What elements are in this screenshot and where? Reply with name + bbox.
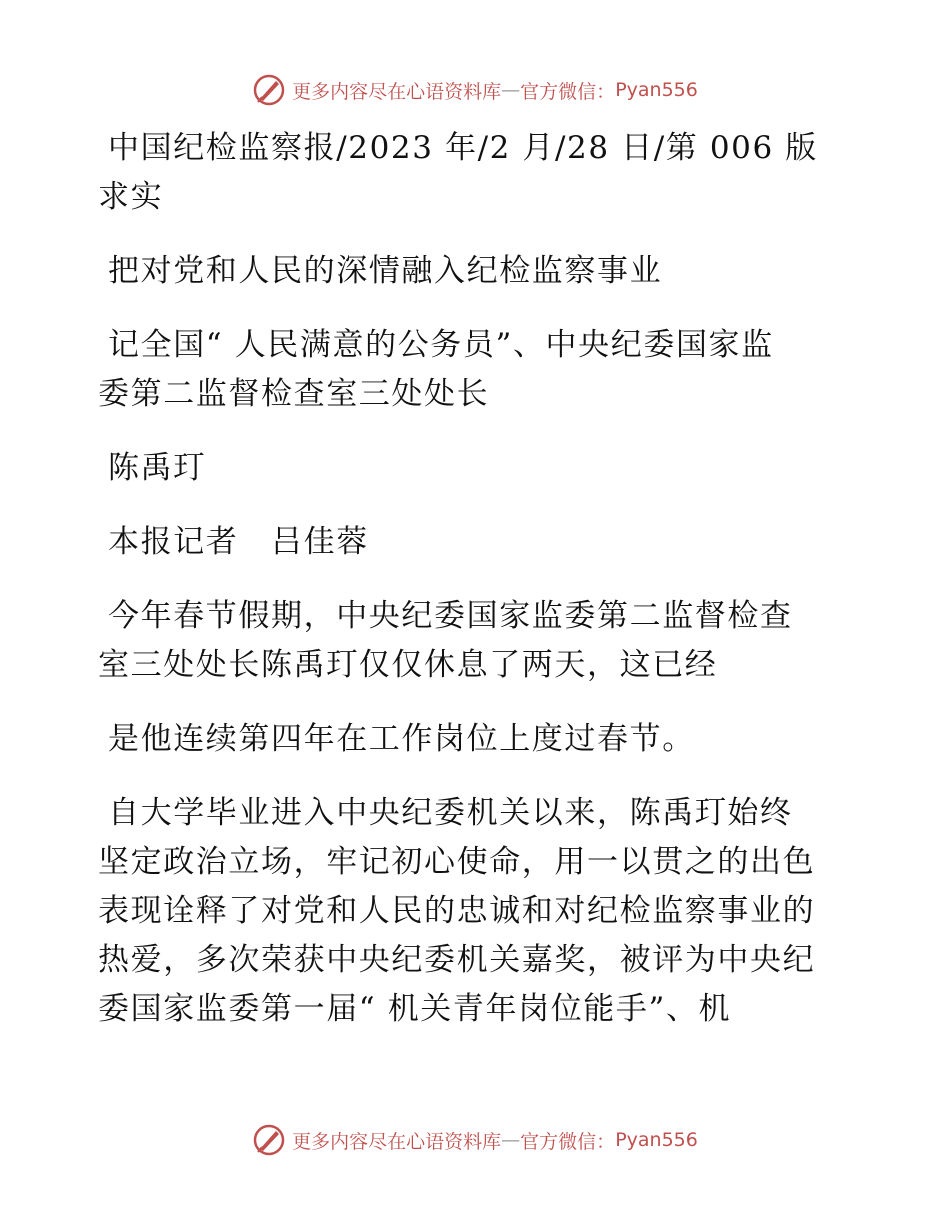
paragraph-3-line-3: 表现诠释了对党和人民的忠诚和对纪检监察事业的 <box>98 893 816 929</box>
watermark-separator: — <box>501 79 521 101</box>
header-watermark <box>0 70 950 110</box>
paragraph-2-line-1: 是他连续第四年在工作岗位上度过春节。 <box>108 721 695 757</box>
quill-logo-icon <box>252 1123 286 1157</box>
quill-logo-icon <box>252 73 286 107</box>
watermark-text: 更多内容尽在心语资料库 <box>292 80 502 103</box>
person-name: 陈禹玎 <box>108 450 206 486</box>
watermark-official: 官方微信： <box>520 1130 616 1153</box>
source-line: 中国纪检监察报/2023 年/2 月/28 日/第 006 版 <box>108 130 818 166</box>
article-body <box>98 124 858 1034</box>
section-tag: 求实 <box>98 179 164 215</box>
watermark-id: Pyan556 <box>615 1129 698 1151</box>
paragraph-3-line-2: 坚定政治立场，牢记初心使命，用一以贯之的出色 <box>98 844 816 880</box>
byline: 本报记者 吕佳蓉 <box>108 524 369 560</box>
watermark-id: Pyan556 <box>615 79 698 101</box>
paragraph-3-line-1: 自大学毕业进入中央纪委机关以来，陈禹玎始终 <box>108 795 793 831</box>
subheadline-line-2: 委第二监督检查室三处处长 <box>98 376 490 412</box>
paragraph-3-line-5: 委国家监委第一届“ 机关青年岗位能手”、机 <box>98 991 732 1027</box>
paragraph-3-line-4: 热爱，多次荣获中央纪委机关嘉奖，被评为中央纪 <box>98 942 816 978</box>
headline: 把对党和人民的深情融入纪检监察事业 <box>108 253 663 289</box>
watermark-official: 官方微信： <box>520 80 616 103</box>
watermark-text: 更多内容尽在心语资料库 <box>292 1130 502 1153</box>
paragraph-1-line-1: 今年春节假期，中央纪委国家监委第二监督检查 <box>108 598 793 634</box>
subheadline-line-1: 记全国“ 人民满意的公务员”、中央纪委国家监 <box>108 327 774 363</box>
footer-watermark <box>0 1120 950 1160</box>
paragraph-1-line-2: 室三处处长陈禹玎仅仅休息了两天，这已经 <box>98 647 718 683</box>
watermark-separator: — <box>501 1129 521 1151</box>
